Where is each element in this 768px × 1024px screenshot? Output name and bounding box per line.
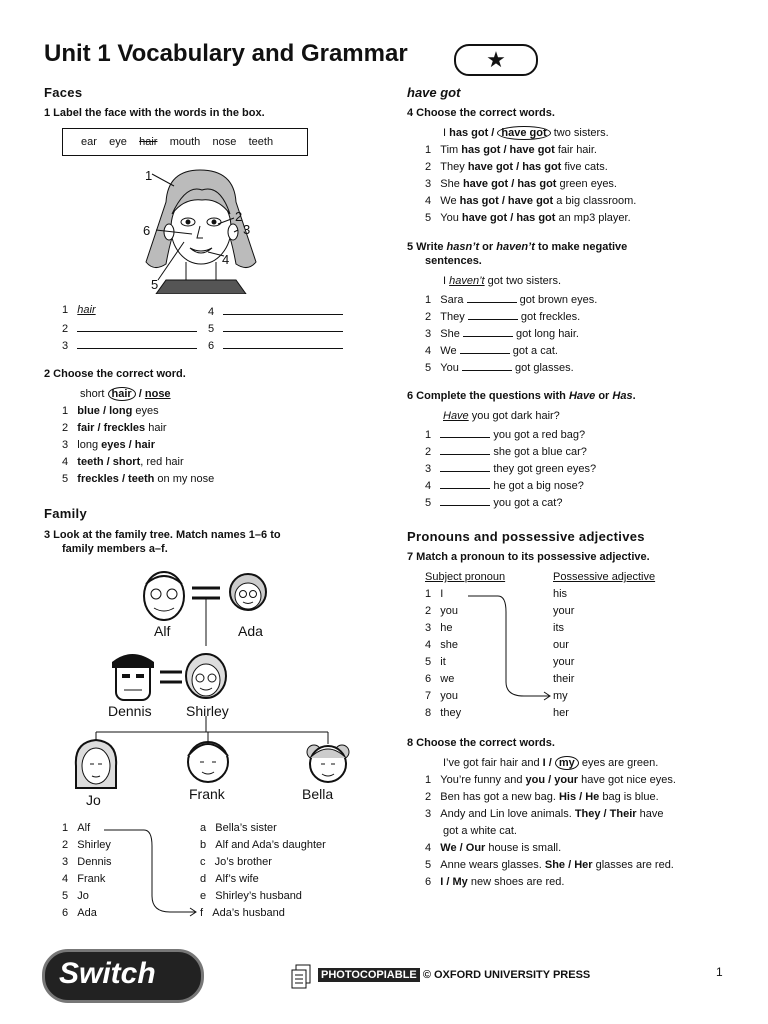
ex3-example-line	[100, 826, 200, 918]
alf-portrait	[144, 572, 184, 620]
ex4-instruction: 4 Choose the correct words.	[407, 107, 555, 119]
ex7-row-7[interactable]: 7 you	[425, 690, 459, 702]
ex7-adj-5[interactable]: your	[553, 656, 575, 668]
ex3-right-d[interactable]: d Alf’s wife	[200, 873, 259, 885]
ex4-item-2[interactable]: 2 They have got / has got five cats.	[425, 161, 608, 173]
ex3-right-b[interactable]: b Alf and Ada’s daughter	[200, 839, 326, 851]
ex4-item-4[interactable]: 4 We has got / have got a big classroom.	[425, 195, 637, 207]
ex6-item-2[interactable]: 2 she got a blue car?	[425, 446, 587, 458]
ex4-item-5[interactable]: 5 You have got / has got an mp3 player.	[425, 212, 631, 224]
ex1-answer-1: 1 hair	[62, 304, 197, 316]
ex5-instruction-1: 5 Write hasn’t or haven’t to make negative	[407, 241, 628, 253]
ex7-col-subject: Subject pronoun	[425, 571, 506, 583]
ex7-adj-4[interactable]: our	[553, 639, 569, 651]
ex6-instruction: 6 Complete the questions with Have or Has.	[407, 390, 636, 402]
ex2-item-3[interactable]: 3 long eyes / hair	[62, 439, 155, 451]
ex7-adj-3[interactable]: its	[553, 622, 564, 634]
ex1-example-answer: hair	[77, 304, 96, 316]
photocopiable-badge: PHOTOCOPIABLE	[318, 968, 420, 982]
word-nose: nose	[212, 136, 237, 148]
ex2-example: short hair / nose	[80, 388, 171, 400]
face-pointer-5: 5	[151, 277, 159, 292]
ex4-example: I has got / have got two sisters.	[443, 127, 609, 139]
ex3-left-3[interactable]: 3 Dennis	[62, 856, 112, 868]
faces-heading: Faces	[44, 85, 83, 100]
face-pointer-2: 2	[235, 209, 243, 224]
ada-portrait	[230, 574, 266, 610]
ex7-example-line	[464, 592, 554, 704]
ex5-item-5[interactable]: 5 You got glasses.	[425, 362, 574, 374]
ex3-right-c[interactable]: c Jo’s brother	[200, 856, 272, 868]
ex5-item-1[interactable]: 1 Sara got brown eyes.	[425, 294, 598, 306]
ex7-adj-2[interactable]: your	[553, 605, 575, 617]
have-got-heading: have got	[407, 85, 461, 100]
word-eye: eye	[109, 136, 127, 148]
ex2-item-5[interactable]: 5 freckles / teeth on my nose	[62, 473, 215, 485]
ex5-item-3[interactable]: 3 She got long hair.	[425, 328, 579, 340]
ex8-item-5[interactable]: 5 Anne wears glasses. She / Her glasses are red.	[425, 859, 674, 871]
family-heading: Family	[44, 506, 87, 521]
ex4-item-1[interactable]: 1 Tim has got / have got fair hair.	[425, 144, 597, 156]
ex6-item-5[interactable]: 5 you got a cat?	[425, 497, 563, 509]
tree-name-bella: Bella	[302, 786, 334, 802]
ex3-right-e[interactable]: e Shirley’s husband	[200, 890, 302, 902]
ex4-item-3[interactable]: 3 She have got / has got green eyes.	[425, 178, 617, 190]
word-mouth: mouth	[169, 136, 201, 148]
face-pointer-4: 4	[222, 252, 230, 267]
ex1-answer-2[interactable]: 2	[62, 321, 197, 335]
ex7-row-2[interactable]: 2 you	[425, 605, 459, 617]
word-teeth: teeth	[248, 136, 274, 148]
ex7-row-6[interactable]: 6 we	[425, 673, 455, 685]
ex3-right-f[interactable]: f Ada’s husband	[200, 907, 285, 919]
ex8-item-1[interactable]: 1 You’re funny and you / your have got nice eyes.	[425, 774, 676, 786]
ex5-item-4[interactable]: 4 We got a cat.	[425, 345, 558, 357]
word-ear: ear	[81, 136, 97, 148]
ex7-adj-1[interactable]: his	[553, 588, 568, 600]
ex7-adj-6[interactable]: their	[553, 673, 575, 685]
ex3-left-6[interactable]: 6 Ada	[62, 907, 97, 919]
ex1-answer-3[interactable]: 3	[62, 338, 197, 352]
tree-name-shirley: Shirley	[186, 703, 229, 719]
dennis-portrait	[112, 654, 154, 700]
switch-logo: Switch	[42, 949, 204, 1003]
ex8-item-4[interactable]: 4 We / Our house is small.	[425, 842, 562, 854]
tree-name-alf: Alf	[154, 623, 171, 639]
footer-copyright: PHOTOCOPIABLE © OXFORD UNIVERSITY PRESS	[318, 969, 590, 981]
ex1-instruction: 1 Label the face with the words in the box.	[44, 107, 265, 119]
ex5-item-2[interactable]: 2 They got freckles.	[425, 311, 581, 323]
ex7-row-5[interactable]: 5 it	[425, 656, 446, 668]
ex1-answer-6[interactable]: 6	[208, 338, 343, 352]
photocopy-icon	[290, 964, 312, 990]
ex2-item-4[interactable]: 4 teeth / short, red hair	[62, 456, 184, 468]
bella-portrait	[307, 745, 349, 782]
ex8-example: I’ve got fair hair and I / my eyes are green.	[443, 757, 659, 769]
ex8-item-2[interactable]: 2 Ben has got a new bag. His / He bag is blue.	[425, 791, 659, 803]
pronouns-heading: Pronouns and possessive adjectives	[407, 529, 645, 544]
page-number: 1	[716, 965, 723, 979]
ex5-example: I haven’t got two sisters.	[443, 275, 562, 287]
ex5-instruction-2: sentences.	[425, 255, 482, 267]
ex8-item-3-cont: got a white cat.	[443, 825, 517, 837]
tree-name-frank: Frank	[189, 786, 225, 802]
ex8-item-6[interactable]: 6 I / My new shoes are red.	[425, 876, 565, 888]
shirley-portrait	[186, 654, 226, 698]
ex7-col-possessive: Possessive adjective	[553, 571, 656, 583]
ex7-row-3[interactable]: 3 he	[425, 622, 453, 634]
face-pointer-1: 1	[145, 168, 153, 183]
jo-portrait	[76, 740, 116, 788]
frank-portrait	[188, 742, 228, 782]
ex3-left-5[interactable]: 5 Jo	[62, 890, 89, 902]
face-pointer-3: 3	[243, 222, 251, 237]
ex1-answer-5[interactable]: 5	[208, 321, 343, 335]
ex3-instruction-2: family members a–f.	[62, 543, 168, 555]
ex7-row-8[interactable]: 8 they	[425, 707, 462, 719]
ex2-item-1[interactable]: 1 blue / long eyes	[62, 405, 159, 417]
ex7-adj-7[interactable]: my	[553, 690, 568, 702]
word-box	[62, 128, 308, 156]
ex6-item-4[interactable]: 4 he got a big nose?	[425, 480, 584, 492]
ex8-item-3[interactable]: 3 Andy and Lin love animals. They / Their have	[425, 808, 664, 820]
tree-name-ada: Ada	[238, 623, 263, 639]
ex7-adj-8[interactable]: her	[553, 707, 569, 719]
tree-name-dennis: Dennis	[108, 703, 152, 719]
ex2-instruction: 2 Choose the correct word.	[44, 368, 186, 380]
face-pointer-6: 6	[143, 223, 151, 238]
family-tree	[60, 566, 360, 816]
ex8-instruction: 8 Choose the correct words.	[407, 737, 555, 749]
difficulty-star-icon: ★	[454, 44, 538, 76]
ex6-item-3[interactable]: 3 they got green eyes?	[425, 463, 597, 475]
ex3-left-1[interactable]: 1 Alf	[62, 822, 91, 834]
word-hair: hair	[139, 136, 158, 148]
ex7-row-1[interactable]: 1 I	[425, 588, 444, 600]
tree-name-jo: Jo	[86, 792, 101, 808]
ex2-item-2[interactable]: 2 fair / freckles hair	[62, 422, 167, 434]
ex6-item-1[interactable]: 1 you got a red bag?	[425, 429, 586, 441]
ex7-row-4[interactable]: 4 she	[425, 639, 459, 651]
ex3-left-4[interactable]: 4 Frank	[62, 873, 106, 885]
ex6-example: Have you got dark hair?	[443, 410, 560, 422]
ex3-right-a[interactable]: a Bella’s sister	[200, 822, 277, 834]
ex7-instruction: 7 Match a pronoun to its possessive adjective.	[407, 551, 650, 563]
page-title: Unit 1 Vocabulary and Grammar	[44, 40, 408, 67]
ex3-left-2[interactable]: 2 Shirley	[62, 839, 111, 851]
ex3-instruction-1: 3 Look at the family tree. Match names 1–6 to	[44, 529, 281, 541]
ex1-answer-4[interactable]: 4	[208, 304, 343, 318]
